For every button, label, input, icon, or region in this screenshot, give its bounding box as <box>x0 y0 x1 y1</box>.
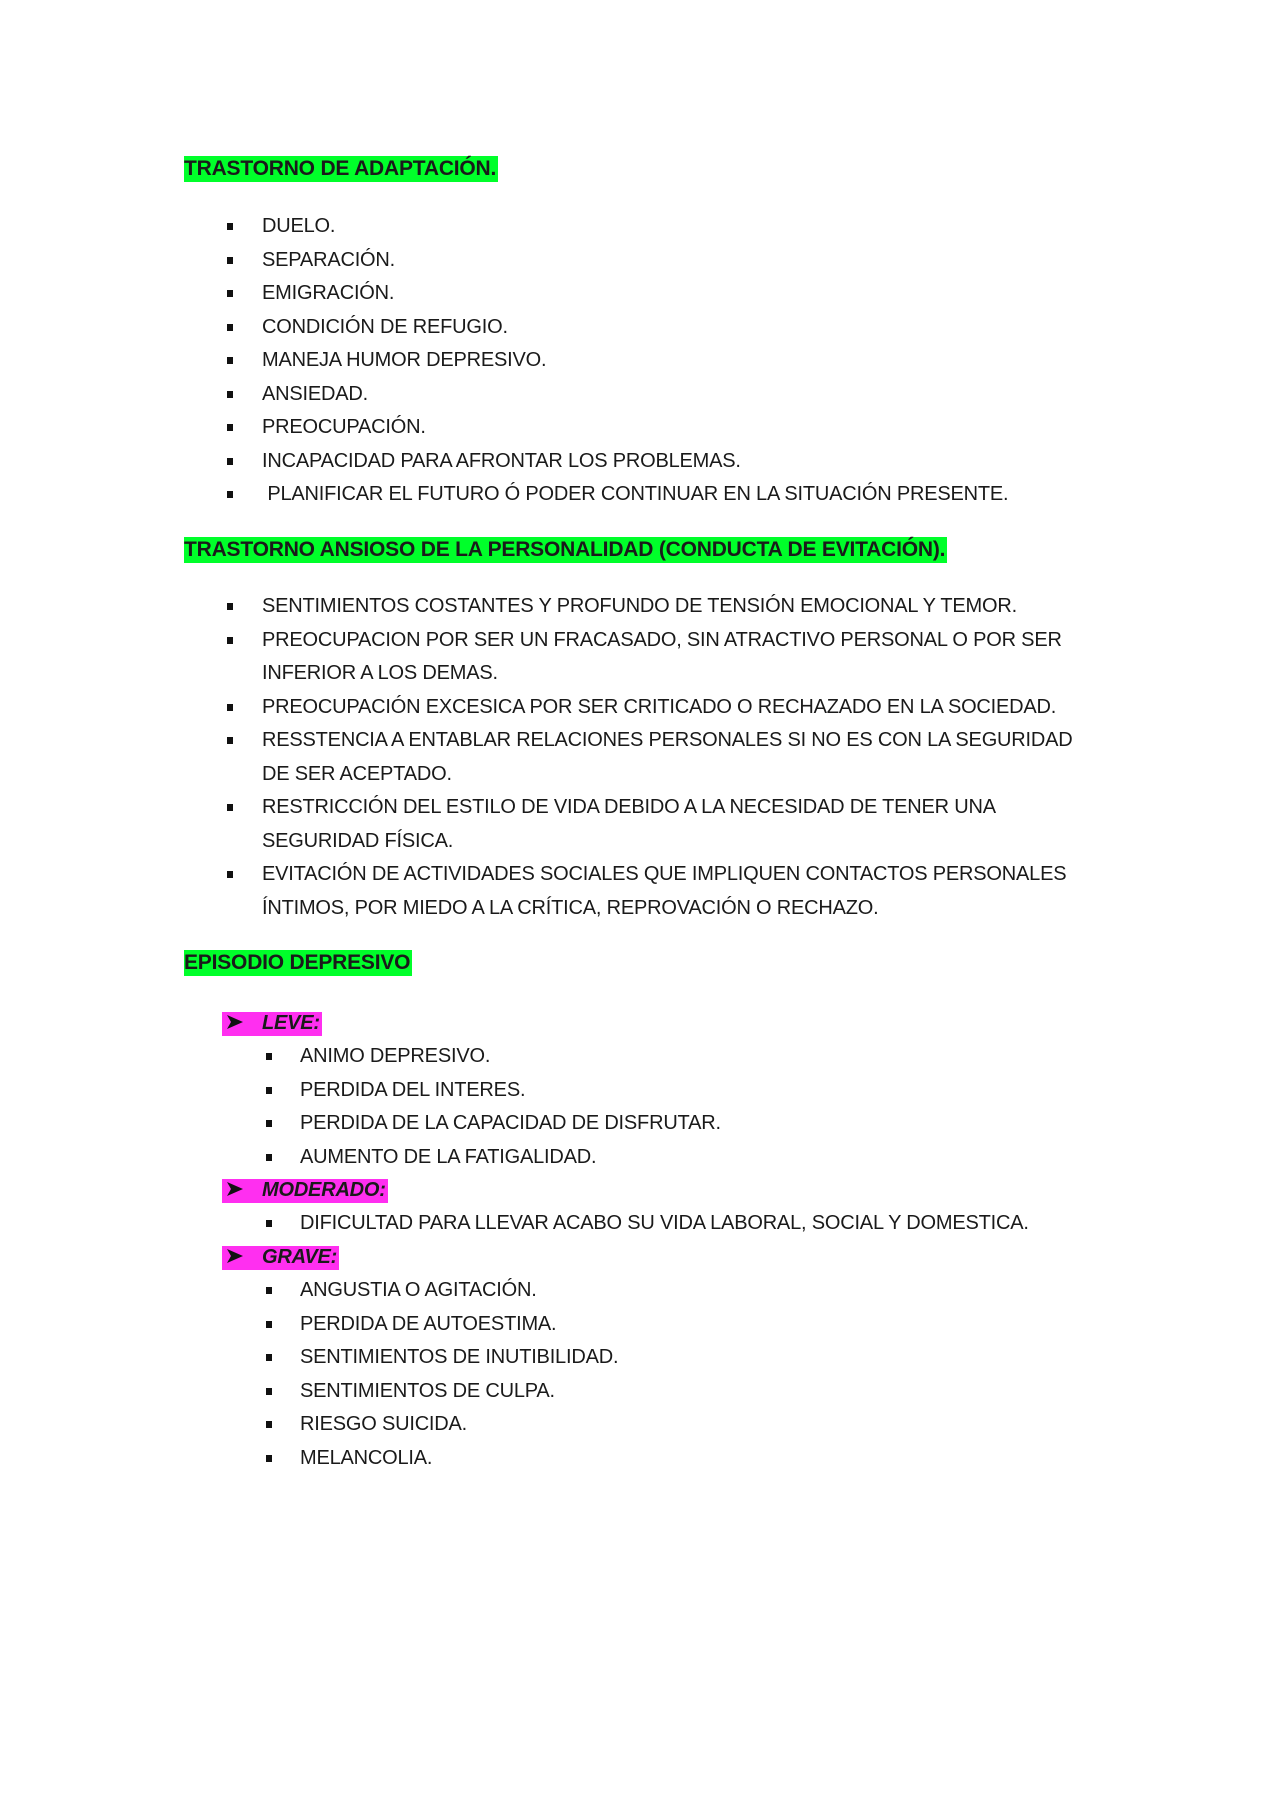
list-item-text: DIFICULTAD PARA LLEVAR ACABO SU VIDA LABORAL, SOCIAL Y DOMESTICA. <box>300 1212 1029 1234</box>
personalidad-list <box>262 590 1102 925</box>
section-heading-adaptacion <box>184 154 498 184</box>
square-bullet-icon <box>266 1053 272 1060</box>
square-bullet-icon <box>266 1421 272 1428</box>
list-item-text: PERDIDA DE LA CAPACIDAD DE DISFRUTAR. <box>300 1112 721 1134</box>
square-bullet-icon <box>227 491 233 498</box>
list-item-text: DUELO. <box>262 215 336 237</box>
list-item <box>262 791 1102 858</box>
arrowhead-icon <box>222 1008 262 1038</box>
list-item <box>262 244 1142 278</box>
square-bullet-icon <box>227 223 233 230</box>
square-bullet-icon <box>227 324 233 331</box>
list-item-text: CONDICIÓN DE REFUGIO. <box>262 315 508 338</box>
square-bullet-icon <box>266 1354 272 1361</box>
list-item-text: RESTRICCIÓN DEL ESTILO DE VIDA DEBIDO A LA NECESIDAD DE TENER UNA SEGURIDAD FÍSICA. <box>262 796 995 852</box>
heading-highlight: TRASTORNO DE ADAPTACIÓN. <box>184 157 497 180</box>
list-item-text: SENTIMIENTOS DE CULPA. <box>300 1379 555 1402</box>
list-item <box>300 1375 1100 1409</box>
list-item-text: PERDIDA DE AUTOESTIMA. <box>300 1312 557 1335</box>
severity-label: MODERADO: <box>262 1179 386 1201</box>
list-item-text: PREOCUPACIÓN EXCESICA POR SER CRITICADO O RECHAZADO EN LA SOCIEDAD. <box>262 695 1057 718</box>
list-item <box>262 411 1142 445</box>
square-bullet-icon <box>227 603 233 610</box>
list-item <box>300 1207 1100 1241</box>
square-bullet-icon <box>227 257 233 264</box>
section-heading-personalidad <box>184 535 947 565</box>
list-item-text: PREOCUPACIÓN. <box>262 416 426 438</box>
severity-highlight <box>222 1012 322 1036</box>
adaptacion-list <box>262 210 1142 512</box>
list-item <box>300 1442 1100 1476</box>
square-bullet-icon <box>266 1287 272 1294</box>
list-item-text: EVITACIÓN DE ACTIVIDADES SOCIALES QUE IMPLIQUEN CONTACTOS PERSONALES ÍNTIMOS, POR MIEDO A LA CRÍTICA, REPROVACIÓN O RECHAZO. <box>262 863 1067 919</box>
square-bullet-icon <box>227 391 233 398</box>
severity-label: LEVE: <box>262 1012 320 1034</box>
square-bullet-icon <box>266 1120 272 1127</box>
list-item <box>300 1141 1100 1175</box>
severity-highlight <box>222 1246 339 1270</box>
list-item <box>300 1107 1100 1141</box>
grave-list <box>300 1274 1100 1475</box>
list-item-text: PLANIFICAR EL FUTURO Ó PODER CONTINUAR EN LA SITUACIÓN PRESENTE. <box>262 483 1009 505</box>
list-item <box>262 277 1142 311</box>
list-item-text: EMIGRACIÓN. <box>262 282 395 304</box>
list-item-text: AUMENTO DE LA FATIGALIDAD. <box>300 1145 597 1168</box>
heading-highlight: EPISODIO DEPRESIVO <box>184 951 411 974</box>
square-bullet-icon <box>227 357 233 364</box>
leve-list <box>300 1040 1100 1174</box>
list-item-text: SENTIMIENTOS DE INUTIBILIDAD. <box>300 1346 619 1368</box>
list-item <box>262 624 1102 691</box>
moderado-list <box>300 1207 1100 1241</box>
arrowhead-icon <box>222 1175 262 1205</box>
list-item-text: MANEJA HUMOR DEPRESIVO. <box>262 349 547 371</box>
list-item <box>262 210 1142 244</box>
list-item <box>262 445 1142 479</box>
list-item-text: SENTIMIENTOS COSTANTES Y PROFUNDO DE TENSIÓN EMOCIONAL Y TEMOR. <box>262 595 1017 617</box>
list-item-text: RESSTENCIA A ENTABLAR RELACIONES PERSONALES SI NO ES CON LA SEGURIDAD DE SER ACEPTADO. <box>262 729 1073 785</box>
square-bullet-icon <box>266 1455 272 1462</box>
list-item <box>262 858 1102 925</box>
list-item <box>300 1274 1100 1308</box>
severity-grave <box>222 1242 339 1272</box>
square-bullet-icon <box>227 424 233 431</box>
square-bullet-icon <box>266 1154 272 1161</box>
severity-label: GRAVE: <box>262 1246 338 1268</box>
list-item <box>262 691 1102 725</box>
list-item <box>262 478 1142 512</box>
severity-highlight <box>222 1179 388 1203</box>
list-item-text: ANGUSTIA O AGITACIÓN. <box>300 1279 537 1301</box>
square-bullet-icon <box>227 737 233 744</box>
list-item <box>262 590 1102 624</box>
list-item-text: RIESGO SUICIDA. <box>300 1413 468 1435</box>
square-bullet-icon <box>266 1388 272 1395</box>
square-bullet-icon <box>227 704 233 711</box>
list-item <box>262 344 1142 378</box>
severity-leve <box>222 1008 322 1038</box>
list-item-text: ANIMO DEPRESIVO. <box>300 1045 491 1067</box>
list-item-text: MELANCOLIA. <box>300 1446 433 1469</box>
list-item <box>262 378 1142 412</box>
list-item-text: PREOCUPACION POR SER UN FRACASADO, SIN ATRACTIVO PERSONAL O POR SER INFERIOR A LOS DEMAS. <box>262 628 1062 684</box>
square-bullet-icon <box>227 804 233 811</box>
square-bullet-icon <box>227 637 233 644</box>
list-item <box>262 311 1142 345</box>
list-item-text: SEPARACIÓN. <box>262 248 396 271</box>
severity-moderado <box>222 1175 388 1205</box>
list-item <box>300 1040 1100 1074</box>
heading-highlight: TRASTORNO ANSIOSO DE LA PERSONALIDAD (CONDUCTA DE EVITACIÓN). <box>184 538 946 561</box>
list-item-text: PERDIDA DEL INTERES. <box>300 1078 526 1101</box>
list-item-text: ANSIEDAD. <box>262 382 369 405</box>
square-bullet-icon <box>266 1220 272 1227</box>
list-item-text: INCAPACIDAD PARA AFRONTAR LOS PROBLEMAS. <box>262 449 741 472</box>
square-bullet-icon <box>227 458 233 465</box>
list-item <box>300 1308 1100 1342</box>
section-heading-episodio-depresivo <box>184 948 412 978</box>
square-bullet-icon <box>227 871 233 878</box>
square-bullet-icon <box>266 1321 272 1328</box>
list-item <box>262 724 1102 791</box>
square-bullet-icon <box>227 290 233 297</box>
list-item <box>300 1341 1100 1375</box>
list-item <box>300 1408 1100 1442</box>
square-bullet-icon <box>266 1087 272 1094</box>
list-item <box>300 1074 1100 1108</box>
arrowhead-icon <box>222 1242 262 1272</box>
